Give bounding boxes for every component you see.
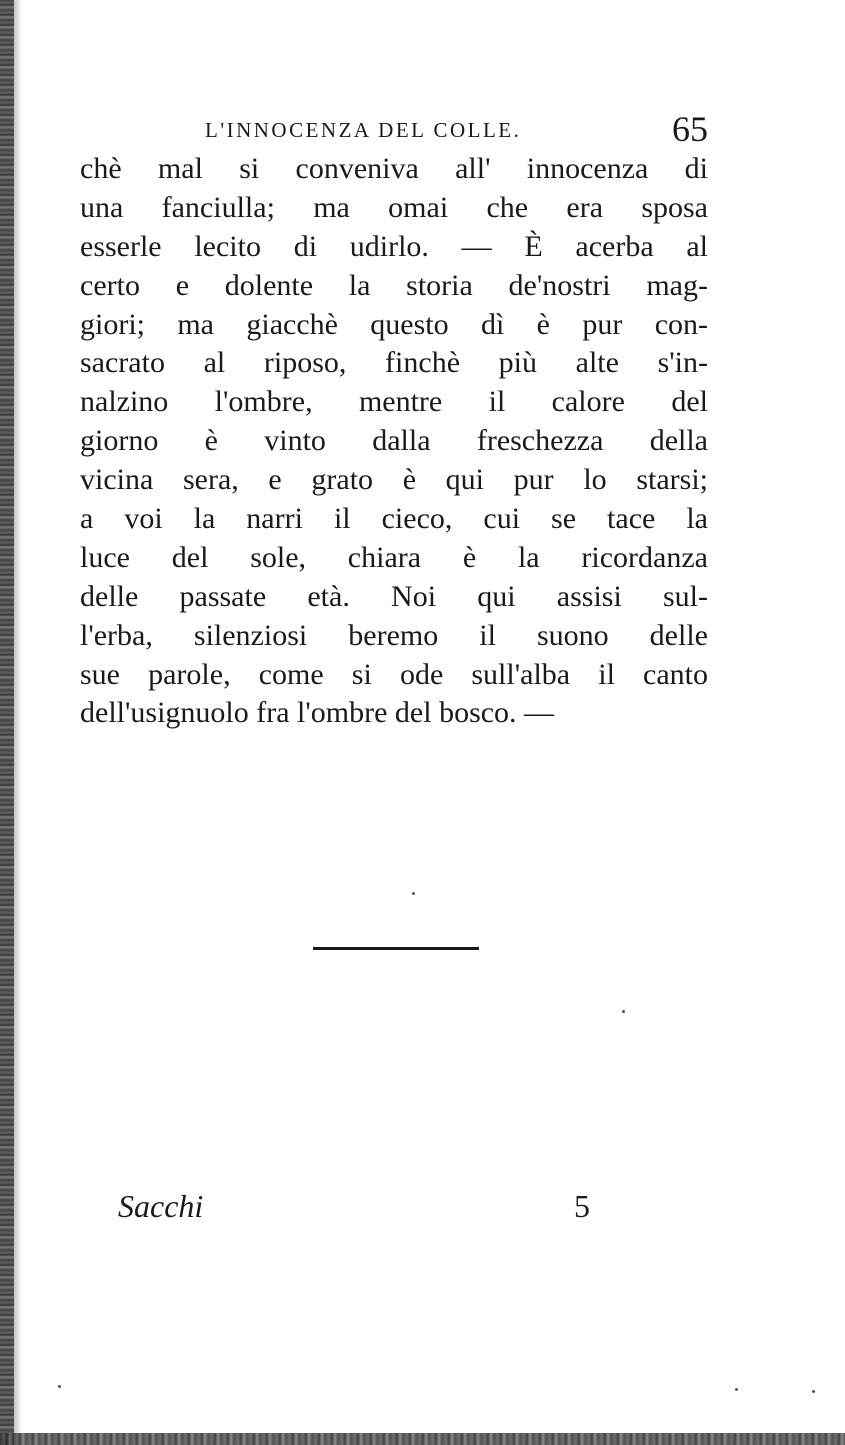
text-line: chè mal si conveniva all' innocenza di	[80, 152, 708, 185]
section-rule	[313, 947, 479, 950]
signature-number: 5	[574, 1188, 590, 1224]
text-line: certo e dolente la storia de'nostri mag-	[80, 268, 708, 302]
text-line: giori; ma giacchè questo dì è pur con-	[80, 307, 708, 341]
text-line: luce del sole, chiara è la ricordanza	[80, 540, 708, 574]
paper-speck	[735, 1388, 738, 1391]
paper-speck	[412, 892, 415, 895]
text-line: delle passate età. Noi qui assisi sul-	[80, 579, 708, 613]
paper-speck	[622, 1010, 625, 1013]
binding-edge	[0, 0, 14, 1445]
text-line: l'erba, silenziosi beremo il suono delle	[80, 618, 708, 652]
binding-shadow	[14, 0, 22, 1445]
text-line: esserle lecito di udirlo. –– È acerba al	[80, 229, 708, 263]
text-line: una fanciulla; ma omai che era sposa	[80, 190, 708, 224]
printer-signature: Sacchi	[118, 1188, 204, 1224]
paper-speck	[58, 1385, 61, 1388]
text-line: giorno è vinto dalla freschezza della	[80, 424, 708, 458]
text-line: nalzino l'ombre, mentre il calore del	[80, 385, 708, 419]
text-line: sue parole, come si ode sull'alba il canto	[80, 657, 708, 691]
text-line: a voi la narri il cieco, cui se tace la	[80, 502, 708, 536]
body-text	[80, 150, 708, 733]
text-line: vicina sera, e grato è qui pur lo starsi;	[80, 463, 708, 497]
page-number: 65	[672, 109, 708, 149]
running-head	[80, 108, 712, 152]
text-line: dell'usignuolo fra l'ombre del bosco. —	[80, 696, 555, 730]
page-bottom-edge	[0, 1433, 845, 1445]
paper-speck	[812, 1390, 815, 1393]
running-title: L'INNOCENZA DEL COLLE.	[205, 118, 522, 142]
text-line: sacrato al riposo, finchè più alte s'in-	[80, 346, 708, 380]
